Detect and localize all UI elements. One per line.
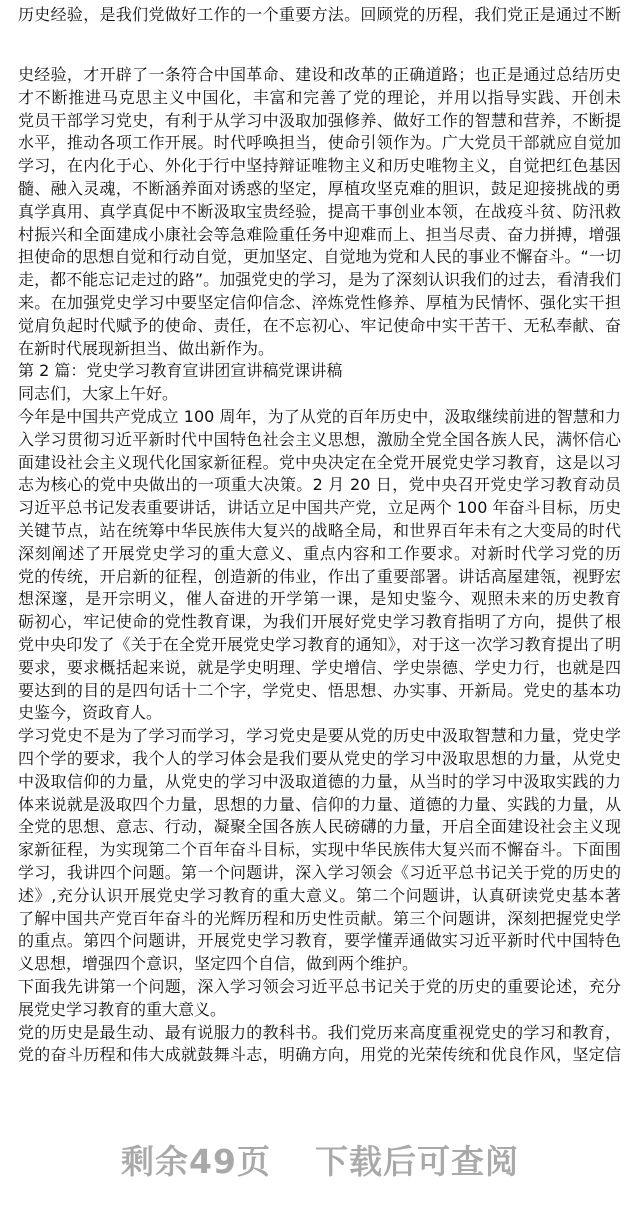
text-line: 习近平总书记发表重要讲话，讲话立足中国共产党，立足两个 100 年奋斗目标，历史: [18, 498, 621, 518]
text-line: 关键节点，站在统筹中华民族伟大复兴的战略全局，和世界百年未有之大变局的时代: [18, 521, 621, 540]
section-heading: 第 2 篇：党史学习教育宣讲团宣讲稿党课讲稿: [18, 361, 343, 381]
text-line: 史经验，才开辟了一条符合中国革命、建设和改革的正确道路；也正是通过总结历史: [18, 65, 621, 84]
text-line: 砺初心，牢记使命的党性教育课，为我们开展好党史学习教育指明了方向，提供了根: [18, 612, 621, 632]
text-line: 体来说就是汲取四个力量，思想的力量、信仰的力量、道德的力量、实践的力量，从: [18, 794, 621, 814]
text-line: 的重点。第四个问题讲，开展党史学习教育，要学懂弄通做实习近平新时代中国特色: [18, 931, 621, 951]
text-line: 学习，我讲四个问题。第一个问题讲，深入学习领会《习近平总书记关于党的历史的: [18, 863, 621, 882]
text-line: 今年是中国共产党成立 100 周年，为了从党的百年历史中，汲取继续前进的智慧和力: [18, 407, 621, 426]
text-line: 村振兴和全面建成小康社会等急难险重任务中迎难而上、担当尽责、奋力拼搏，增强: [18, 224, 621, 244]
text-line: 中汲取信仰的力量，从党史的学习中汲取道德的力量，从当时的学习中汲取实践的力: [18, 771, 621, 791]
text-line: 全党的思想、意志、行动，凝聚全国各族人民磅礴的力量，开启全面建设社会主义现: [18, 817, 621, 837]
text-line: 党中央印发了《关于在全党开展党史学习教育的通知》，对于这一次学习教育提出了明: [18, 635, 621, 654]
text-line: 历史经验，是我们党做好工作的一个重要方法。回顾党的历程，我们党正是通过不断: [18, 5, 621, 24]
text-line: 下面我先讲第一个问题，深入学习领会习近平总书记关于党的历史的重要论述，充分: [18, 977, 621, 996]
text-line: 来。在加强党史学习中要坚定信仰信念、淬炼党性修养、厚植为民情怀、强化实干担: [18, 293, 621, 312]
text-line: 想深邃，是开宗明义，催人奋进的开学第一课，是知史鉴今、观照未来的历史教育: [18, 589, 621, 609]
text-line: 入学习贯彻习近平新时代中国特色社会主义思想，激励全党全国各族人民，满怀信心: [18, 429, 621, 449]
text-line: 面建设社会主义现代化国家新征程。党中央决定在全党开展党史学习教育，这是以习: [18, 452, 621, 472]
text-line: 要达到的目的是四句话十二个字，学党史、悟思想、办实事、开新局。党史的基本功: [18, 680, 621, 700]
text-line: 志为核心的党中央做出的一项重大决策。2 月 20 日，党中央召开党史学习教育动员: [18, 475, 621, 495]
text-line: 述》,充分认识开展党史学习教育的重大意义。第二个问题讲，认真研读党史基本著: [18, 885, 621, 905]
text-line: 走，都不能忘记走过的路”。加强党史的学习，是为了深刻认识我们的过去，看清我们: [18, 270, 621, 290]
text-line: 水平，推动各项工作开展。时代呼唤担当，使命引领作为。广大党员干部就应自觉加: [18, 133, 621, 153]
text-line: 学习党史不是为了学习而学习，学习党史是要从党的历史中汲取智慧和力量，党史学: [18, 726, 621, 746]
download-prompt[interactable]: [0, 1136, 640, 1183]
text-line: 党的奋斗历程和伟大成就鼓舞斗志，明确方向，用党的光荣传统和优良作风，坚定信: [18, 1045, 621, 1065]
text-line: 担使命的思想自觉和行动自觉，更加坚定、自觉地为党和人民的事业不懈奋斗。“一切: [18, 247, 621, 267]
text-line: 四个学的要求，我个人的学习体会是我们要从党史的学习中汲取思想的力量，从党史: [18, 749, 621, 768]
text-line: 要求，要求概括起来说，就是学史明理、学史增信、学史崇德、学史力行，也就是四: [18, 657, 621, 677]
text-line: 觉肩负起时代赋予的使命、责任，在不忘初心、牢记使命中实干苦干、无私奉献、奋: [18, 315, 621, 335]
text-line: 家新征程，为实现第二个百年奋斗目标，实现中华民族伟大复兴而不懈奋斗。下面围: [18, 840, 621, 860]
text-line: 髓、融入灵魂，不断涵养面对诱惑的坚定，厚植攻坚克难的胆识，鼓足迎接挑战的勇: [18, 179, 621, 198]
text-line: 展党史学习教育的重大意义。: [18, 999, 227, 1019]
text-line: 深刻阐述了开展党史学习的重大意义、重点内容和工作要求。对新时代学习党的历: [18, 543, 621, 563]
text-line: 在新时代展现新担当、做出新作为。: [18, 338, 275, 358]
download-to-view-label[interactable]: 下载后可查阅: [314, 1142, 519, 1181]
remaining-pages-label: 剩余49页: [121, 1142, 271, 1181]
text-line: 党员干部学习党史，有利于从学习中汲取加强修养、做好工作的智慧和营养，不断提: [18, 110, 621, 130]
text-line: 了解中国共产党百年奋斗的光辉历程和历史性贡献。第三个问题讲，深刻把握党史学: [18, 908, 621, 928]
text-line: 党的历史是最生动、最有说服力的教科书。我们党历来高度重视党史的学习和教育，: [18, 1022, 621, 1042]
text-line: 真学真用、真学真促中不断汲取宝贵经验，提高干事创业本领，在战疫斗贫、防汛救: [18, 201, 621, 221]
text-line: 同志们，大家上午好。: [18, 384, 179, 404]
text-line: 学习，在内化于心、外化于行中坚持辩证唯物主义和历史唯物主义，自觉把红色基因: [18, 156, 621, 176]
text-line: 义思想，增强四个意识，坚定四个自信，做到两个维护。: [18, 954, 419, 974]
text-line: 才不断推进马克思主义中国化，丰富和完善了党的理论，并用以指导实践、开创未: [18, 87, 621, 107]
text-line: 党的传统，开启新的征程，创造新的伟业，作出了重要部署。讲话高屋建瓴，视野宏: [18, 566, 621, 586]
text-line: 史鉴今，资政育人。: [18, 703, 163, 723]
